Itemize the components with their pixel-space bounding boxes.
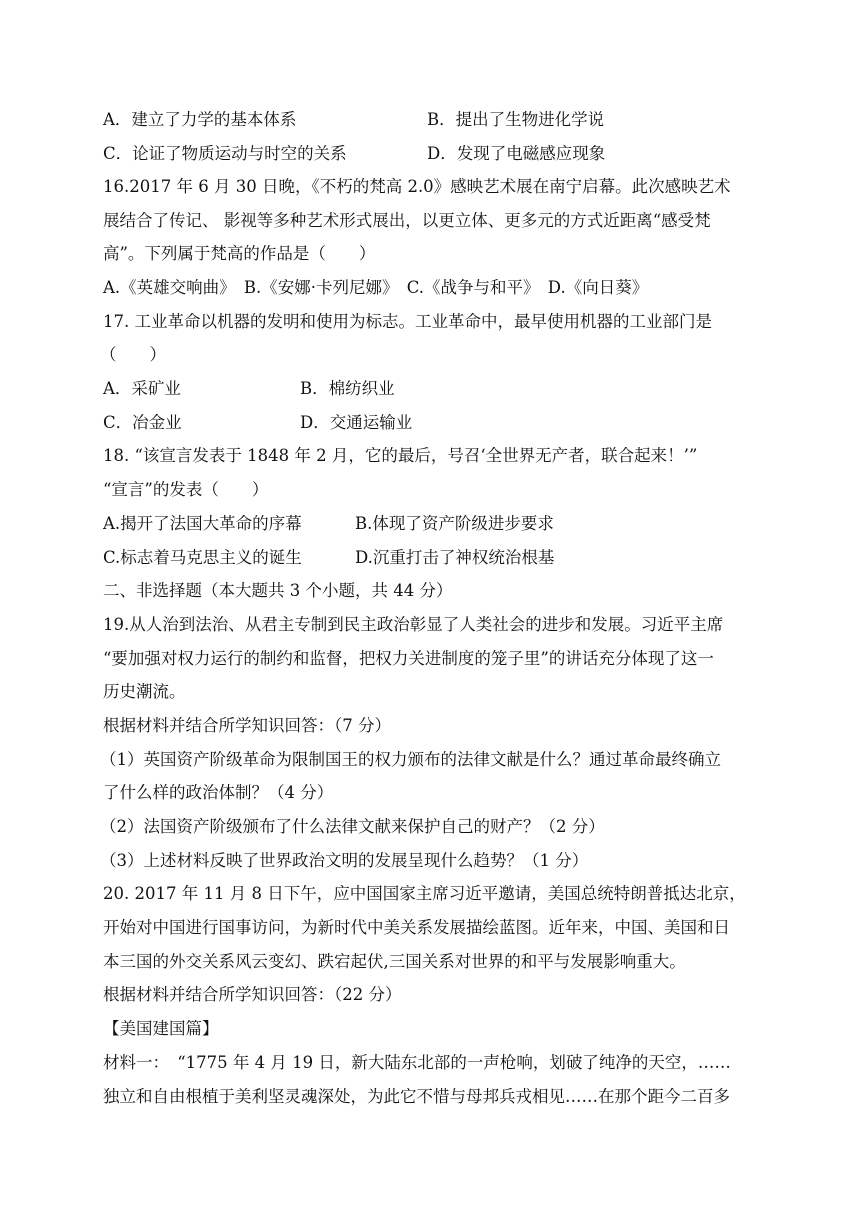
q20-section-title: 【美国建国篇】 <box>103 1019 219 1038</box>
q16-stem-line3: 高”。下列属于梵高的作品是（ ） <box>103 244 376 263</box>
q16-stem-line1: 16.2017 年 6 月 30 日晚，《不朽的梵高 2.0》感映艺术展在南宁启幕。此次感映艺术 <box>103 177 731 196</box>
q15-option-b: B．提出了生物进化学说 <box>427 110 605 129</box>
q18-option-c: C.标志着马克思主义的诞生 <box>103 548 302 567</box>
q20-prompt: 根据材料并结合所学知识回答：（22 分） <box>103 985 402 1004</box>
q18-stem-line2: “宣言”的发表（ ） <box>103 480 269 499</box>
q19-sub1-line1: （1）英国资产阶级革命为限制国王的权力颁布的法律文献是什么？通过革命最终确立 <box>100 750 721 769</box>
q16-stem-line2: 展结合了传记、 影视等多种艺术形式展出，以更立体、更多元的方式近距离“感受梵 <box>103 211 711 230</box>
q15-option-a: A．建立了力学的基本体系 <box>103 110 297 129</box>
q20-material1-line1: 材料一： “1775 年 4 月 19 日，新大陆东北部的一声枪响，划破了纯净的天空，…… <box>103 1053 731 1072</box>
q19-prompt: 根据材料并结合所学知识回答：（7 分） <box>103 716 391 735</box>
q20-stem-line2: 开始对中国进行国事访问，为新时代中美关系发展描绘蓝图。近年来，中国、美国和日 <box>103 918 730 937</box>
q18-option-b: B.体现了资产阶级进步要求 <box>355 514 554 533</box>
q19-stem-line3: 历史潮流。 <box>103 682 186 701</box>
q20-stem-line3: 本三国的外交关系风云变幻、跌宕起伏,三国关系对世界的和平与发展影响重大。 <box>103 952 686 971</box>
q19-stem-line2: “要加强对权力运行的制约和监督，把权力关进制度的笼子里”的讲话充分体现了这一 <box>103 649 714 668</box>
q17-option-c: C．冶金业 <box>103 413 182 432</box>
q15-option-d: D．发现了电磁感应现象 <box>427 144 606 163</box>
q20-stem-line1: 20. 2017 年 11 月 8 日下午，应中国国家主席习近平邀请，美国总统特朗普抵达北京， <box>103 884 746 903</box>
q19-sub3: （3）上述材料反映了世界政治文明的发展呈现什么趋势？（1 分） <box>100 851 589 870</box>
q16-options: A.《英雄交响曲》 B.《安娜·卡列尼娜》 C.《战争与和平》 D.《向日葵》 <box>103 278 649 297</box>
q15-option-c: C．论证了物质运动与时空的关系 <box>103 144 347 163</box>
q20-material1-line2: 独立和自由根植于美利坚灵魂深处，为此它不惜与母邦兵戎相见……在那个距今二百多 <box>103 1087 730 1106</box>
q17-option-a: A．采矿业 <box>103 379 181 398</box>
q17-stem-line2: （ ） <box>100 345 166 364</box>
q18-stem-line1: 18. “该宣言发表于 1848 年 2 月，它的最后，号召‘全世界无产者，联合起来！’” <box>103 446 698 465</box>
q19-sub1-line2: 了什么样的政治体制？（4 分） <box>103 783 334 802</box>
q18-option-d: D.沉重打击了神权统治根基 <box>355 548 555 567</box>
q19-stem-line1: 19.从人治到法治、从君主专制到民主政治彰显了人类社会的进步和发展。习近平主席 <box>103 615 724 634</box>
q19-sub2: （2）法国资产阶级颁布了什么法律文献来保护自己的财产？（2 分） <box>100 817 605 836</box>
section-heading: 二、非选择题（本大题共 3 个小题，共 44 分） <box>103 581 453 600</box>
q17-option-b: B．棉纺织业 <box>300 379 395 398</box>
q17-stem-line1: 17. 工业革命以机器的发明和使用为标志。工业革命中，最早使用机器的工业部门是 <box>103 312 712 331</box>
q17-option-d: D．交通运输业 <box>300 413 413 432</box>
q18-option-a: A.揭开了法国大革命的序幕 <box>103 514 302 533</box>
